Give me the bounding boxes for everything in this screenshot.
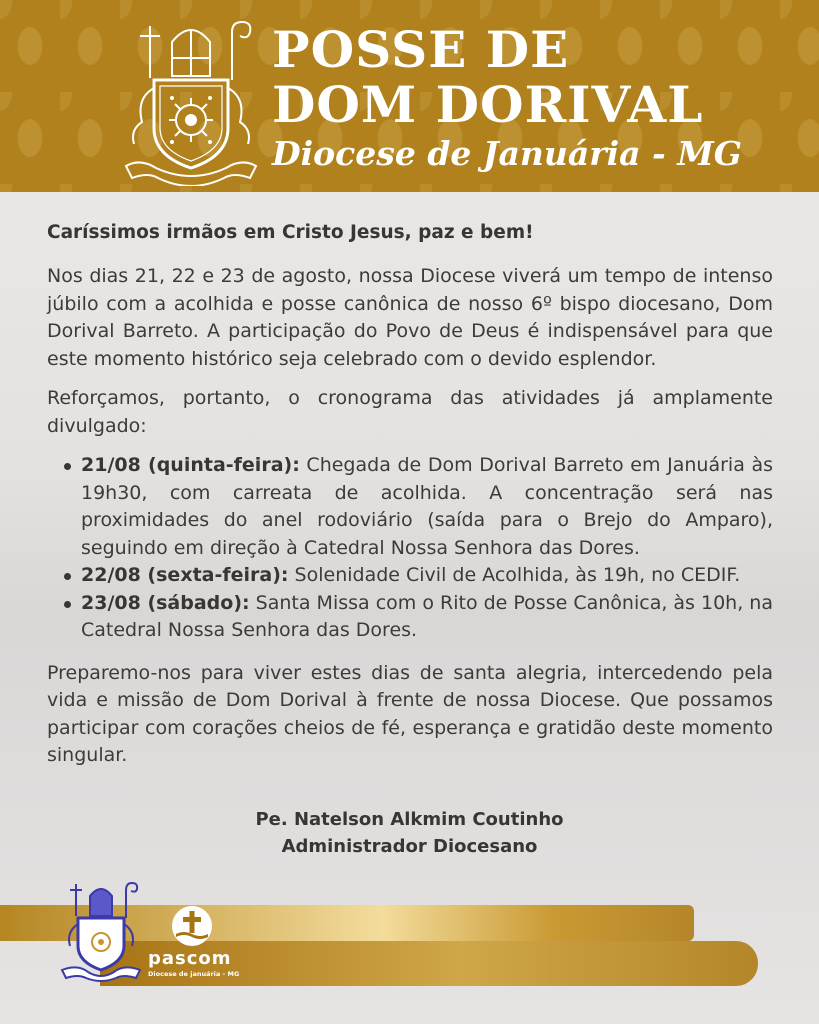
- schedule-item: [81, 562, 773, 590]
- greeting: Caríssimos irmãos em Cristo Jesus, paz e bem!: [47, 222, 534, 243]
- signature-role: Administrador Diocesano: [281, 836, 538, 857]
- coat-of-arms-small-icon: [58, 880, 144, 982]
- schedule-date: 21/08 (quinta-feira):: [81, 454, 300, 476]
- schedule-text: Solenidade Civil de Acolhida, às 19h, no CEDIF.: [288, 564, 741, 586]
- schedule-text: Chegada de Dom Dorival Barreto em Januária às 19h30, com carreata de acolhida. A concentração será nas proximidades do anel rodoviário (saída para o Brejo do Amparo), seguindo em direção à Catedral Nossa Senhora das Dores.: [81, 454, 773, 559]
- bullet-icon: [64, 463, 71, 470]
- schedule-date: 23/08 (sábado):: [81, 591, 250, 614]
- page-title-line-2: DOM DORIVAL: [272, 75, 704, 134]
- schedule-list: [47, 452, 773, 645]
- schedule-text: Santa Missa com o Rito de Posse Canônica, às 10h, na Catedral Nossa Senhora das Dores.: [81, 591, 773, 641]
- bullet-icon: [64, 601, 71, 608]
- pascom-brand-sub: Diocese de januária - MG: [148, 970, 240, 978]
- signature-block: [0, 806, 819, 860]
- paragraph-closing: Preparemo-nos para viver estes dias de santa alegria, intercedendo pela vida e missão de Dom Dorival à frente de nossa Diocese. Que possamos participar com corações cheios de fé, esperança e gratidão deste momento singular.: [47, 661, 773, 766]
- page-subtitle: Diocese de Januária - MG: [272, 134, 742, 173]
- paragraph-schedule-intro: Reforçamos, portanto, o cronograma das atividades já amplamente divulgado:: [47, 387, 773, 437]
- page-title-line-1: POSSE DE: [272, 20, 570, 79]
- cross-in-circle-icon: [170, 904, 214, 948]
- header-banner: [0, 0, 819, 192]
- pascom-brand-name: pascom: [148, 948, 232, 969]
- letter-body: [47, 222, 773, 782]
- schedule-date: 22/08 (sexta-feira):: [81, 564, 289, 586]
- coat-of-arms-icon: [120, 18, 262, 186]
- paragraph-intro: Nos dias 21, 22 e 23 de agosto, nossa Diocese viverá um tempo de intenso júbilo com a acolhida e posse canônica de nosso 6º bispo diocesano, Dom Dorival Barreto. A participação do Povo de Deus é indispensável para que este momento histórico seja celebrado com o devido esplendor.: [47, 265, 773, 370]
- schedule-item: [81, 590, 773, 645]
- schedule-item: [81, 452, 773, 562]
- signature-name: Pe. Natelson Alkmim Coutinho: [255, 809, 564, 830]
- bullet-icon: [64, 573, 71, 580]
